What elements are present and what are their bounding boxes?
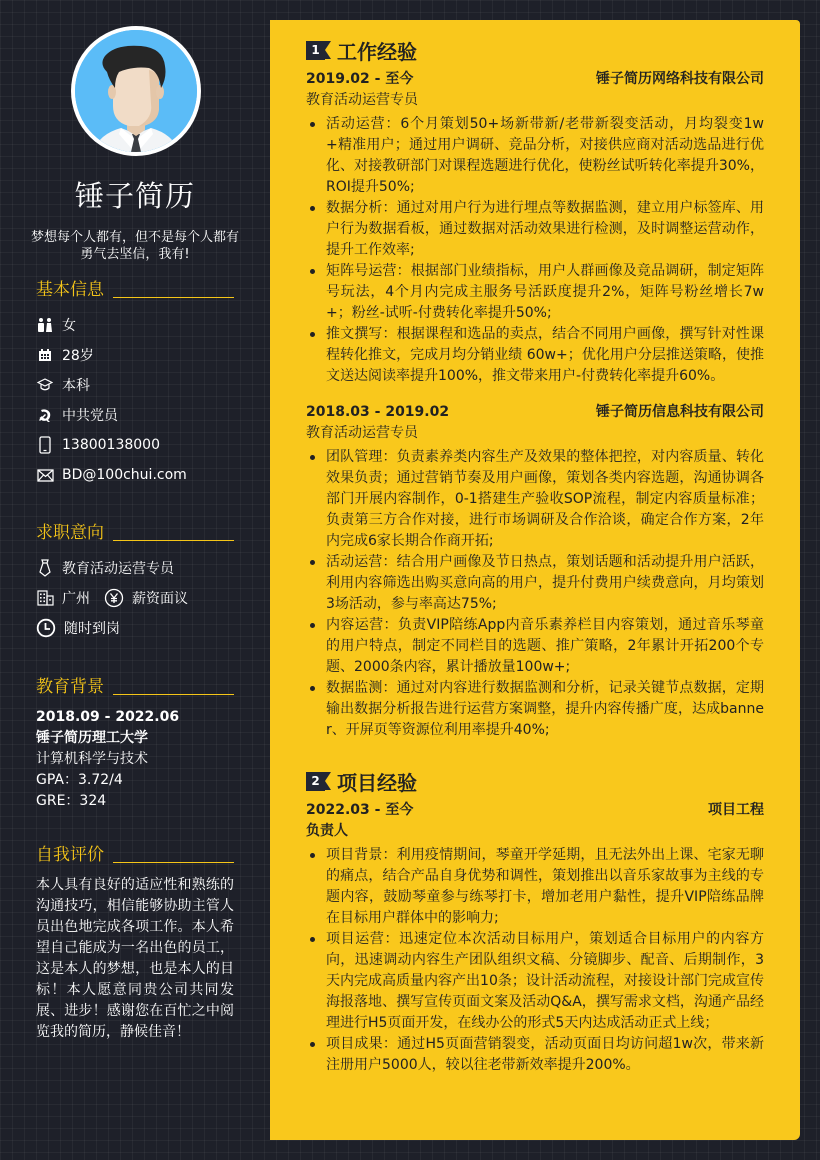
project-bullets	[306, 845, 764, 1076]
info-age: 28岁	[36, 340, 234, 370]
education-school: 锤子简历理工大学	[36, 730, 148, 746]
job-company: 锤子简历网络科技有限公司	[596, 71, 764, 87]
intent-salary: 薪资面议	[104, 588, 188, 608]
intent-city-salary	[36, 583, 234, 613]
party-emblem-icon	[36, 406, 54, 424]
project-period: 2022.03 - 至今	[306, 802, 414, 818]
bullet-item: 项目背景：利用疫情期间，琴童开学延期，且无法外出上课、宅家无聊的痛点，结合产品自身优势和调性，策划推出以音乐家故事为主线的专题内容，鼓励琴童参与练琴打卡，增加老用户黏性，提升VIP陪练品牌在目标用户群体中的影响力;	[306, 845, 764, 929]
job-intent-section	[36, 519, 234, 643]
avatar-illustration-icon	[75, 30, 197, 152]
building-icon	[36, 589, 54, 607]
bullet-item: 团队管理：负责素养类内容生产及效果的整体把控，对内容质量、转化效果负责；通过营销节奏及用户画像，策划各类内容选题，沟通协调各部门开展内容制作，0-1搭建生产验收SOP流程，制定内容质量标准；负责第三方合作对接，进行市场调研及合作洽谈，确定合作方案，2年内完成6家长期合作商开拓;	[306, 447, 764, 552]
job-entry	[306, 401, 764, 741]
bullet-item: 矩阵号运营：根据部门业绩指标，用户人群画像及竞品调研，制定矩阵号玩法，4个月内完成主服务号活跃度提升2%，矩阵号粉丝增长7w+；粉丝-试听-付费转化率提升50%;	[306, 261, 764, 324]
education-gre: GRE：324	[36, 793, 107, 809]
job-period: 2018.03 - 2019.02	[306, 404, 450, 420]
intent-position: 教育活动运营专员	[36, 553, 234, 583]
section-number-badge: 2	[306, 772, 325, 791]
job-intent-heading: 求职意向	[36, 519, 234, 543]
education-section	[36, 673, 234, 812]
bullet-item: 活动运营：结合用户画像及节日热点，策划话题和活动提升用户活跃，利用内容筛选出购买意向高的用户，提升付费用户续费意向，月均策划3场活动，参与率高达75%;	[306, 552, 764, 615]
profile-name: 锤子简历	[74, 179, 195, 213]
self-eval-text: 本人具有良好的适应性和熟练的沟通技巧，相信能够协助主管人员出色地完成各项工作。本人希望自己能成为一名出色的员工，这是本人的梦想，也是本人的目标！本人愿意同贵公司共同发展、进步！感谢您在百忙之中阅览我的简历，静候佳音！	[36, 877, 234, 1040]
phone-icon	[36, 436, 54, 454]
project-entry	[306, 799, 764, 1076]
education-gpa: GPA：3.72/4	[36, 772, 123, 788]
clock-icon	[36, 618, 56, 638]
info-degree: 本科	[36, 370, 234, 400]
graduation-cap-icon	[36, 376, 54, 394]
job-bullets	[306, 114, 764, 387]
sidebar	[0, 0, 270, 1160]
bullet-item: 项目运营：迅速定位本次活动目标用户，策划适合目标用户的内容方向，迅速调动内容生产团队组织文稿、分镜脚步、配音、后期制作，3天内完成高质量内容产出10条；设计活动流程，对接设计部门完成宣传海报落地、撰写宣传页面文案及活动Q&A，撰写需求文档，沟通产品经理进行H5页面开发，在线办公的形式5天内达成活动正式上线；	[306, 929, 764, 1034]
info-phone: 13800138000	[36, 430, 234, 460]
self-eval-section	[36, 841, 234, 1043]
mail-icon	[36, 466, 54, 484]
info-email: BD@100chui.com	[36, 460, 234, 490]
job-role: 教育活动运营专员	[306, 425, 418, 441]
bullet-item: 数据分析：通过对用户行为进行埋点等数据监测，建立用户标签库、用户行为数据看板，通过数据对活动效果进行检测，及时调整运营动作，提升工作效率;	[306, 198, 764, 261]
project-role: 负责人	[306, 823, 348, 839]
profile-motto: 梦想每个人都有，但不是每个人都有勇气去坚信，我有!	[30, 230, 239, 262]
tie-icon	[36, 559, 54, 577]
bullet-item: 活动运营：6个月策划50+场新带新/老带新裂变活动，月均裂变1w+精准用户；通过用户调研、竞品分析，对接供应商对活动选品进行优化、对接教研部门对课程选题进行优化，使粉丝试听转化率提升30%，ROI提升50%;	[306, 114, 764, 198]
self-eval-heading: 自我评价	[36, 841, 234, 865]
bullet-item: 数据监测：通过对内容进行数据监测和分析，记录关键节点数据，定期输出数据分析报告进行运营方案调整，提升内容传播广度，达成banner、开屏页等资源位利用率提升40%;	[306, 678, 764, 741]
calendar-icon	[36, 346, 54, 364]
bullet-item: 内容运营：负责VIP陪练App内音乐素养栏目内容策划，通过音乐琴童的用户特点，制定不同栏目的选题、推广策略，2年累计开拓200个专题、2000条内容，累计播放量100w+;	[306, 615, 764, 678]
yen-icon	[104, 588, 124, 608]
job-bullets	[306, 447, 764, 741]
info-political: 中共党员	[36, 400, 234, 430]
project-section-heading: 2 项目经验	[306, 767, 764, 795]
section-number-badge: 1	[306, 41, 325, 60]
job-entry	[306, 68, 764, 387]
education-period: 2018.09 - 2022.06	[36, 709, 180, 725]
job-period: 2019.02 - 至今	[306, 71, 414, 87]
info-gender: 女	[36, 310, 234, 340]
job-company: 锤子简历信息科技有限公司	[596, 404, 764, 420]
bullet-item: 推文撰写：根据课程和选品的卖点，结合不同用户画像，撰写针对性课程转化推文，完成月均分销业绩 60w+；优化用户分层推送策略，使推文送达阅读率提升100%，推文带来用户-付费转化率提升60%。	[306, 324, 764, 387]
bullet-item: 项目成果：通过H5页面营销裂变，活动页面日均访问超1w次，带来新注册用户5000人，较以往老带新效率提升200%。	[306, 1034, 764, 1076]
main-panel	[270, 20, 800, 1140]
basic-info-heading: 基本信息	[36, 276, 234, 300]
intent-city: 广州	[36, 588, 90, 608]
intent-availability: 随时到岗	[36, 613, 234, 643]
work-section-heading: 1 工作经验	[306, 36, 764, 64]
education-major: 计算机科学与技术	[36, 751, 148, 767]
project-name: 项目工程	[708, 802, 764, 818]
gender-icon	[36, 316, 54, 334]
education-heading: 教育背景	[36, 673, 234, 697]
basic-info-section	[36, 276, 234, 490]
job-role: 教育活动运营专员	[306, 92, 418, 108]
avatar	[71, 26, 201, 156]
